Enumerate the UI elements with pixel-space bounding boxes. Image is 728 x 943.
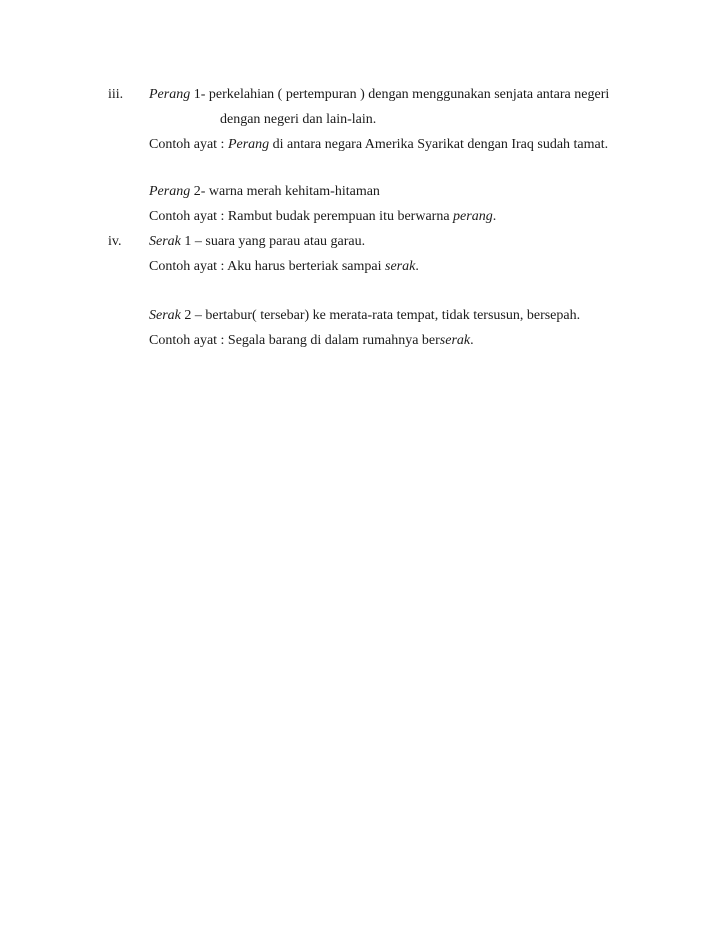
headword-perang: Perang (149, 184, 191, 199)
example-perang-2 (149, 208, 496, 226)
example-word: serak (385, 259, 416, 274)
definition-serak-1 (149, 233, 365, 251)
example-perang-1 (149, 136, 608, 154)
example-prefix: Contoh ayat : Segala barang di dalam rumahnya ber (149, 333, 440, 348)
example-suffix: . (415, 259, 419, 274)
list-marker-iv: iv. (108, 234, 122, 249)
example-suffix: . (492, 209, 497, 224)
example-word: Perang (227, 137, 270, 152)
definition-perang-1-continuation: dengan negeri dan lain-lain. (220, 112, 377, 127)
headword-serak: Serak (149, 308, 181, 323)
example-word: perang (453, 209, 493, 224)
example-serak-2 (149, 332, 474, 350)
definition-text: 2- warna merah kehitam-hitaman (190, 184, 380, 199)
definition-text: 1 – suara yang parau atau garau. (180, 234, 366, 249)
example-serak-1 (149, 258, 419, 276)
example-prefix: Contoh ayat : Aku harus berteriak sampai (149, 259, 385, 274)
headword-perang: Perang (149, 87, 191, 102)
definition-text: 2 – bertabur( tersebar) ke merata-rata tempat, tidak tersusun, bersepah. (180, 308, 581, 323)
example-word: serak (439, 333, 471, 348)
definition-serak-2 (149, 307, 580, 325)
definition-text: 1- perkelahian ( pertempuran ) dengan menggunakan senjata antara negeri (190, 87, 610, 102)
list-marker-iii: iii. (108, 87, 124, 102)
example-suffix: . (470, 333, 474, 348)
example-suffix: di antara negara Amerika Syarikat dengan Iraq sudah tamat. (269, 137, 609, 152)
example-prefix: Contoh ayat : (149, 137, 228, 152)
definition-perang-2 (149, 183, 380, 201)
headword-serak: Serak (149, 234, 181, 249)
example-prefix: Contoh ayat : Rambut budak perempuan itu berwarna (149, 209, 454, 224)
definition-perang-1 (149, 86, 609, 104)
